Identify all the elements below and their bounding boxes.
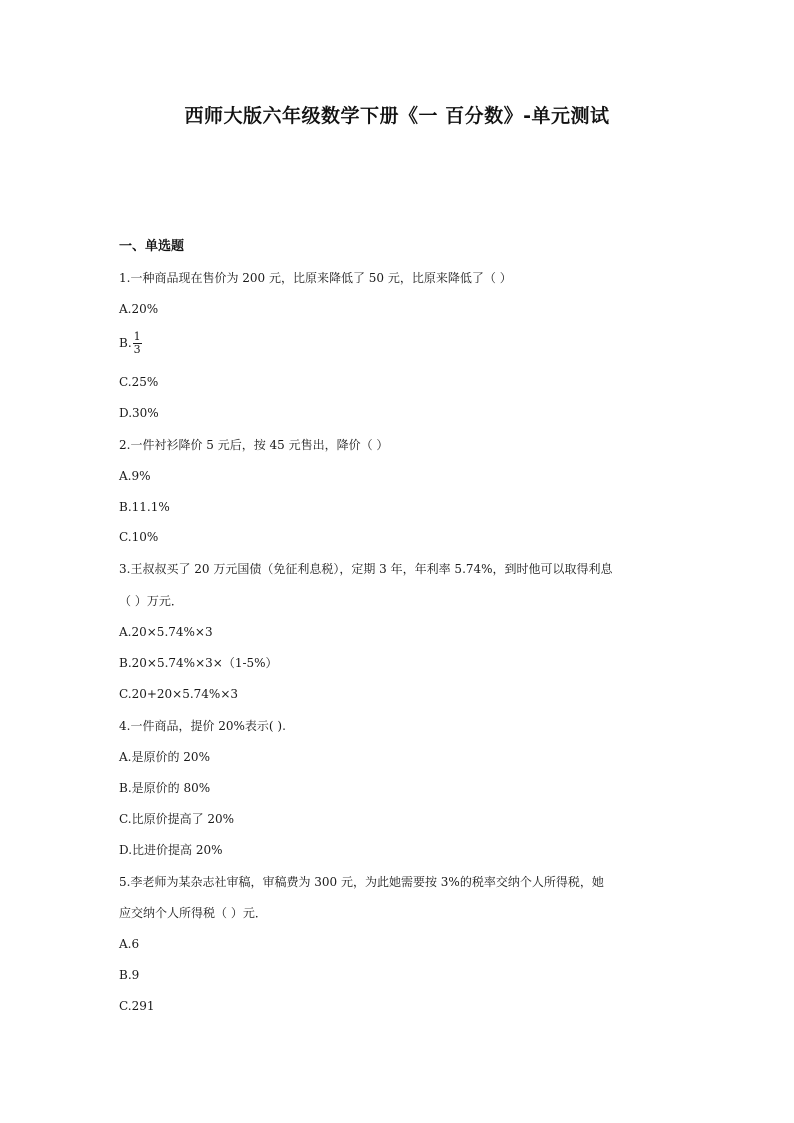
- question-3-stem-line-1: 3.王叔叔买了 20 万元国债（免征利息税），定期 3 年，年利率 5.74%，到时他可以取得利息: [119, 562, 613, 576]
- question-5-option-b: B.9: [119, 968, 140, 982]
- question-2-option-a: A.9%: [119, 469, 151, 483]
- fraction-denominator: 3: [133, 343, 141, 356]
- question-4-stem: 4.一件商品，提价 20%表示( ).: [119, 719, 286, 733]
- question-1-option-d: D.30%: [119, 406, 159, 420]
- question-2-option-c: C.10%: [119, 530, 159, 544]
- question-2-option-b: B.11.1%: [119, 500, 170, 514]
- question-4-option-b: B.是原价的 80%: [119, 781, 211, 795]
- question-1-option-b-prefix: B.: [119, 336, 132, 350]
- question-4-option-d: D.比进价提高 20%: [119, 843, 223, 857]
- question-2-stem: 2.一件衬衫降价 5 元后，按 45 元售出，降价（ ）: [119, 438, 389, 452]
- question-5-stem-line-1: 5.李老师为某杂志社审稿，审稿费为 300 元，为此她需要按 3%的税率交纳个人所得税，她: [119, 875, 604, 889]
- question-1-stem: 1.一种商品现在售价为 200 元，比原来降低了 50 元，比原来降低了（ ）: [119, 271, 512, 285]
- question-1-option-b: [119, 331, 142, 356]
- question-4-option-c: C.比原价提高了 20%: [119, 812, 235, 826]
- question-5-option-c: C.291: [119, 999, 155, 1013]
- question-3-option-c: C.20+20×5.74%×3: [119, 687, 239, 701]
- question-5-stem-line-2: 应交纳个人所得税（ ）元．: [119, 906, 267, 920]
- question-1-option-a: A.20%: [119, 302, 159, 316]
- question-4-option-a: A.是原价的 20%: [119, 750, 210, 764]
- question-3-option-a: A.20×5.74%×3: [119, 625, 213, 639]
- question-3-option-b: B.20×5.74%×3×（1-5%）: [119, 656, 278, 670]
- fraction: [133, 331, 142, 356]
- page-title: 西师大版六年级数学下册《一 百分数》-单元测试: [184, 105, 610, 127]
- fraction-numerator: 1: [133, 330, 141, 343]
- question-1-option-c: C.25%: [119, 375, 159, 389]
- question-3-stem-line-2: （ ）万元．: [119, 594, 183, 608]
- question-5-option-a: A.6: [119, 937, 140, 951]
- section-heading: 一、单选题: [119, 239, 185, 254]
